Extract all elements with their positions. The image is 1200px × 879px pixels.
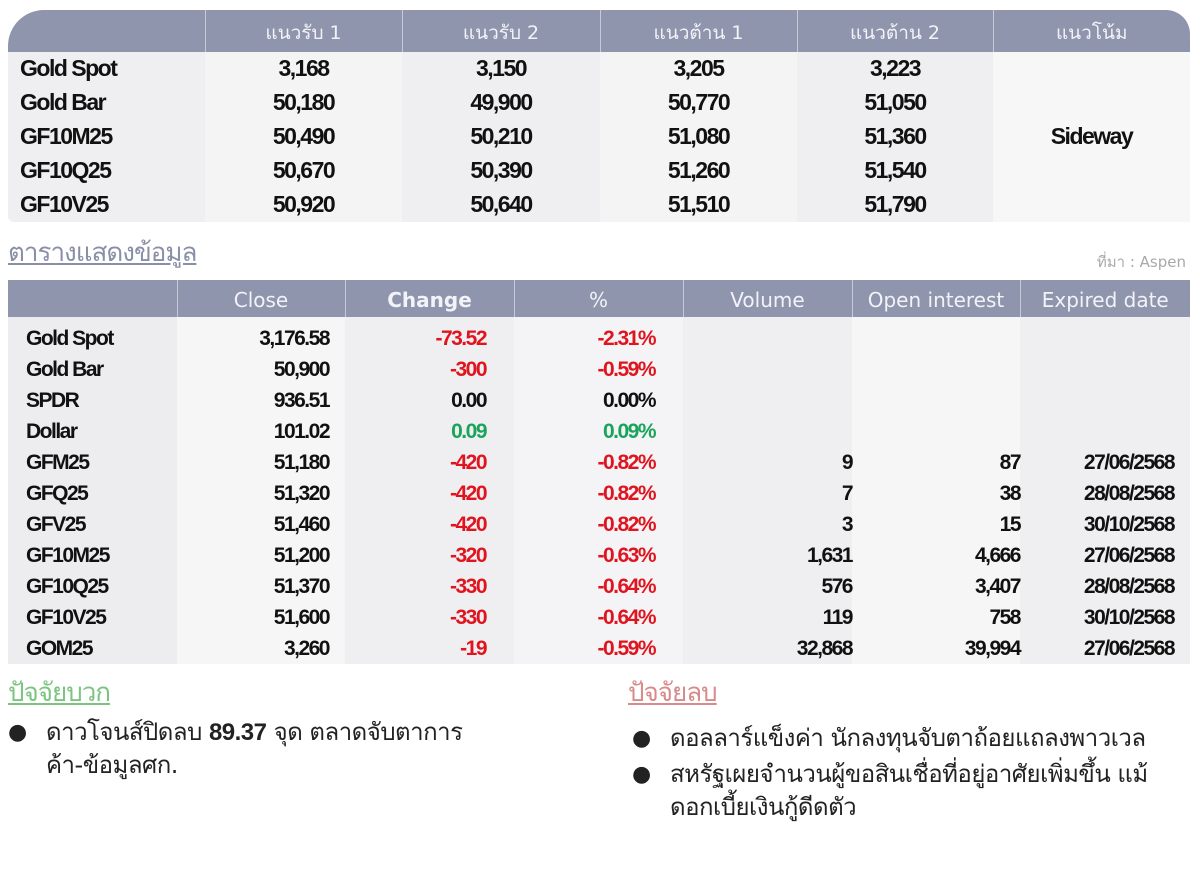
dt-percent: 0.00% xyxy=(514,385,683,416)
dt-open-interest xyxy=(852,354,1020,385)
dt-open-interest xyxy=(852,385,1020,416)
sr-support-2: 49,900 xyxy=(402,86,600,120)
sr-support-2: 50,640 xyxy=(402,188,600,222)
sr-row xyxy=(8,52,1190,86)
sr-support-2: 50,210 xyxy=(402,120,600,154)
dt-percent: 0.09% xyxy=(514,416,683,447)
factor-text: จุด ตลาดจับตาการค้า-ข้อมูลศก. xyxy=(46,718,463,779)
dt-change: -420 xyxy=(345,509,514,540)
sr-support-1: 50,920 xyxy=(205,188,402,222)
factor-text: ดอลลาร์แข็งค่า นักลงทุนจับตาถ้อยแถลงพาวเวล xyxy=(670,724,1146,752)
dt-percent: -2.31% xyxy=(514,317,683,354)
dt-open-interest: 87 xyxy=(852,447,1020,478)
bullet-icon: ● xyxy=(632,762,651,787)
dt-header-expired-date: Expired date xyxy=(1020,280,1190,317)
dt-header-open-interest: Open interest xyxy=(852,280,1020,317)
sr-resistance-2: 51,540 xyxy=(797,154,993,188)
support-resistance-table xyxy=(8,10,1190,222)
dt-change: -420 xyxy=(345,478,514,509)
dt-instrument: GF10Q25 xyxy=(8,571,177,602)
sr-header-support-2: แนวรับ 2 xyxy=(402,10,600,52)
dt-change: -330 xyxy=(345,571,514,602)
dt-expired-date xyxy=(1020,385,1190,416)
dt-percent: -0.82% xyxy=(514,447,683,478)
sr-resistance-1: 51,080 xyxy=(600,120,797,154)
dt-instrument: GFV25 xyxy=(8,509,177,540)
dt-volume xyxy=(683,385,852,416)
dt-change: -330 xyxy=(345,602,514,633)
table-row xyxy=(8,317,1190,354)
dt-expired-date: 27/06/2568 xyxy=(1020,633,1190,664)
dt-header-name xyxy=(8,280,177,317)
dt-expired-date: 28/08/2568 xyxy=(1020,478,1190,509)
dt-expired-date xyxy=(1020,416,1190,447)
dt-expired-date: 27/06/2568 xyxy=(1020,540,1190,571)
positive-factor-item xyxy=(8,716,488,782)
sr-header-resistance-2: แนวต้าน 2 xyxy=(797,10,993,52)
dt-instrument: GOM25 xyxy=(8,633,177,664)
dt-volume: 576 xyxy=(683,571,852,602)
dt-volume: 1,631 xyxy=(683,540,852,571)
sr-resistance-2: 51,790 xyxy=(797,188,993,222)
dt-volume: 7 xyxy=(683,478,852,509)
positive-factors-list xyxy=(8,716,488,785)
bullet-icon: ● xyxy=(632,726,651,751)
dt-header-change: Change xyxy=(345,280,514,317)
sr-support-1: 3,168 xyxy=(205,52,402,86)
dt-expired-date: 28/08/2568 xyxy=(1020,571,1190,602)
dt-close: 3,176.58 xyxy=(177,317,345,354)
dt-instrument: GFM25 xyxy=(8,447,177,478)
dt-open-interest: 4,666 xyxy=(852,540,1020,571)
dt-volume xyxy=(683,317,852,354)
dt-volume xyxy=(683,354,852,385)
dt-close: 51,180 xyxy=(177,447,345,478)
dt-header-row xyxy=(8,280,1190,317)
sr-header-name xyxy=(8,10,205,52)
dt-close: 50,900 xyxy=(177,354,345,385)
sr-instrument: GF10Q25 xyxy=(8,154,205,188)
sr-support-2: 3,150 xyxy=(402,52,600,86)
factor-number: 89.37 xyxy=(208,719,267,746)
dt-instrument: Gold Bar xyxy=(8,354,177,385)
dt-change: 0.00 xyxy=(345,385,514,416)
dt-open-interest xyxy=(852,416,1020,447)
dt-percent: -0.59% xyxy=(514,633,683,664)
dt-instrument: GF10V25 xyxy=(8,602,177,633)
dt-close: 51,200 xyxy=(177,540,345,571)
sr-trend: Sideway xyxy=(993,52,1190,222)
sr-support-1: 50,490 xyxy=(205,120,402,154)
dt-expired-date: 30/10/2568 xyxy=(1020,509,1190,540)
dt-percent: -0.64% xyxy=(514,571,683,602)
dt-percent: -0.59% xyxy=(514,354,683,385)
dt-close: 936.51 xyxy=(177,385,345,416)
dt-open-interest: 15 xyxy=(852,509,1020,540)
dt-expired-date xyxy=(1020,317,1190,354)
table-row xyxy=(8,478,1190,509)
dt-instrument: SPDR xyxy=(8,385,177,416)
negative-factors-title: ปัจจัยลบ xyxy=(628,678,717,708)
sr-header-trend: แนวโน้ม xyxy=(993,10,1190,52)
dt-instrument: GF10M25 xyxy=(8,540,177,571)
dt-close: 51,320 xyxy=(177,478,345,509)
sr-support-1: 50,670 xyxy=(205,154,402,188)
dt-change: -19 xyxy=(345,633,514,664)
sr-header-resistance-1: แนวต้าน 1 xyxy=(600,10,797,52)
sr-header-row xyxy=(8,10,1190,52)
dt-expired-date: 27/06/2568 xyxy=(1020,447,1190,478)
dt-close: 3,260 xyxy=(177,633,345,664)
table-row xyxy=(8,633,1190,664)
sr-instrument: GF10V25 xyxy=(8,188,205,222)
sr-resistance-2: 51,050 xyxy=(797,86,993,120)
dt-volume: 119 xyxy=(683,602,852,633)
dt-percent: -0.64% xyxy=(514,602,683,633)
dt-open-interest: 39,994 xyxy=(852,633,1020,664)
dt-volume: 9 xyxy=(683,447,852,478)
dt-open-interest xyxy=(852,317,1020,354)
dt-volume: 3 xyxy=(683,509,852,540)
table-row xyxy=(8,385,1190,416)
sr-support-1: 50,180 xyxy=(205,86,402,120)
sr-instrument: Gold Bar xyxy=(8,86,205,120)
sr-support-2: 50,390 xyxy=(402,154,600,188)
table-row xyxy=(8,602,1190,633)
sr-resistance-1: 50,770 xyxy=(600,86,797,120)
dt-instrument: Gold Spot xyxy=(8,317,177,354)
negative-factors-list xyxy=(632,722,1172,827)
dt-close: 101.02 xyxy=(177,416,345,447)
data-source-label: ที่มา : Aspen xyxy=(1096,253,1186,271)
table-row xyxy=(8,540,1190,571)
sr-header-support-1: แนวรับ 1 xyxy=(205,10,402,52)
sr-resistance-2: 3,223 xyxy=(797,52,993,86)
sr-resistance-1: 3,205 xyxy=(600,52,797,86)
dt-change: -300 xyxy=(345,354,514,385)
sr-instrument: GF10M25 xyxy=(8,120,205,154)
table-row xyxy=(8,354,1190,385)
market-data-table xyxy=(8,280,1190,664)
sr-instrument: Gold Spot xyxy=(8,52,205,86)
sr-resistance-1: 51,260 xyxy=(600,154,797,188)
dt-close: 51,460 xyxy=(177,509,345,540)
dt-percent: -0.63% xyxy=(514,540,683,571)
dt-change: -420 xyxy=(345,447,514,478)
factor-text: ดาวโจนส์ปิดลบ xyxy=(46,718,209,746)
dt-close: 51,600 xyxy=(177,602,345,633)
dt-expired-date: 30/10/2568 xyxy=(1020,602,1190,633)
factor-text: สหรัฐเผยจำนวนผู้ขอสินเชื่อที่อยู่อาศัยเพิ่มขึ้น แม้ดอกเบี้ยเงินกู้ดีดตัว xyxy=(670,760,1148,821)
negative-factor-item xyxy=(632,722,1172,755)
table-row xyxy=(8,447,1190,478)
data-table-title: ตารางแสดงข้อมูล xyxy=(8,238,197,268)
dt-instrument: GFQ25 xyxy=(8,478,177,509)
dt-volume: 32,868 xyxy=(683,633,852,664)
dt-volume xyxy=(683,416,852,447)
positive-factors-title: ปัจจัยบวก xyxy=(8,678,111,708)
dt-open-interest: 38 xyxy=(852,478,1020,509)
dt-header-close: Close xyxy=(177,280,345,317)
dt-change: -73.52 xyxy=(345,317,514,354)
table-row xyxy=(8,416,1190,447)
dt-change: -320 xyxy=(345,540,514,571)
negative-factor-item xyxy=(632,758,1172,824)
dt-header-volume: Volume xyxy=(683,280,852,317)
dt-expired-date xyxy=(1020,354,1190,385)
dt-percent: -0.82% xyxy=(514,509,683,540)
sr-resistance-1: 51,510 xyxy=(600,188,797,222)
sr-resistance-2: 51,360 xyxy=(797,120,993,154)
dt-close: 51,370 xyxy=(177,571,345,602)
table-row xyxy=(8,509,1190,540)
bullet-icon: ● xyxy=(8,720,27,745)
dt-open-interest: 3,407 xyxy=(852,571,1020,602)
dt-open-interest: 758 xyxy=(852,602,1020,633)
table-row xyxy=(8,571,1190,602)
dt-instrument: Dollar xyxy=(8,416,177,447)
dt-change: 0.09 xyxy=(345,416,514,447)
dt-percent: -0.82% xyxy=(514,478,683,509)
dt-header-percent: % xyxy=(514,280,683,317)
